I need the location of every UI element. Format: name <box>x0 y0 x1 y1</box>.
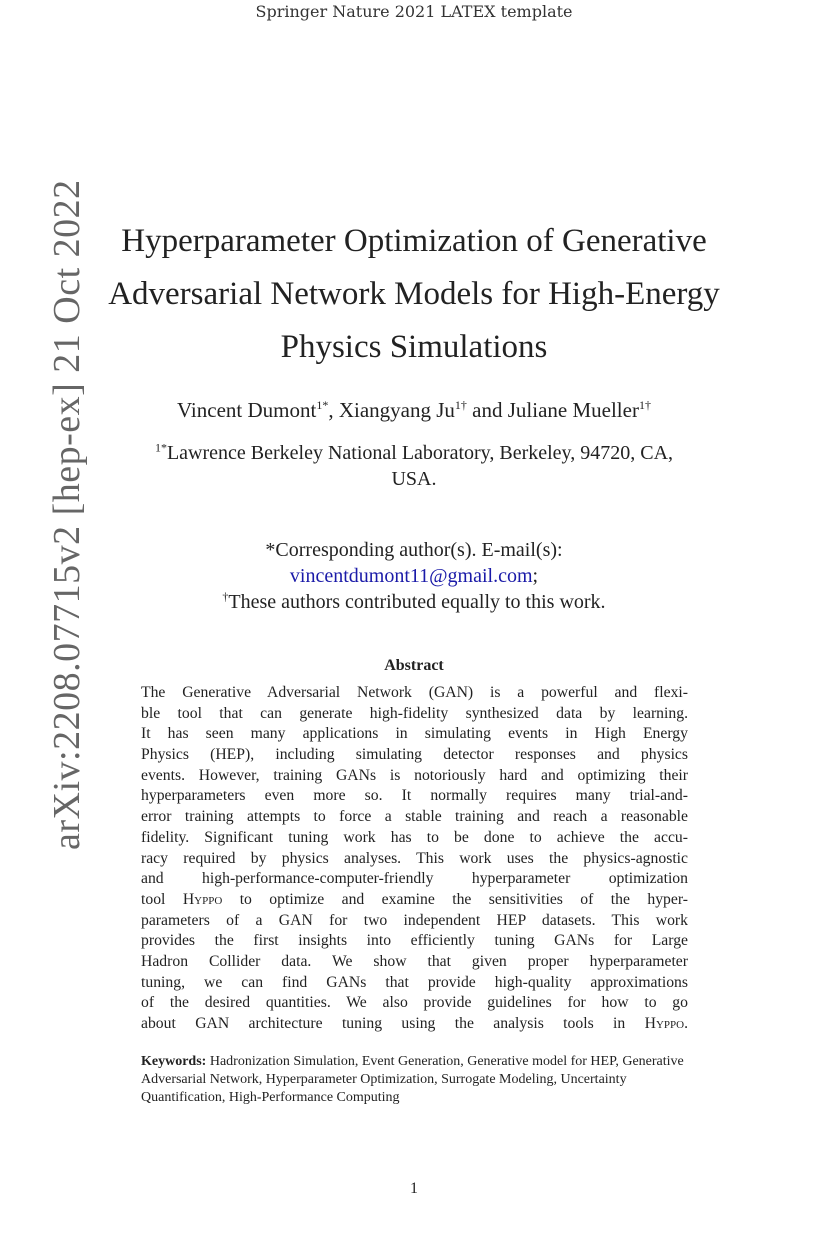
abstract-line: ble tool that can generate high-fidelity synthesized data by learning. <box>141 704 688 722</box>
affiliation-marker: 1* <box>154 440 167 455</box>
affiliation-text: Lawrence Berkeley National Laboratory, Berkeley, 94720, CA, <box>166 442 674 464</box>
author-marker: 1† <box>638 398 651 412</box>
keywords-label: Keywords: <box>141 1054 207 1069</box>
abstract-line: fidelity. Significant tuning work has to be done to achieve the accu- <box>141 828 688 846</box>
affiliation <box>110 440 718 492</box>
corresponding-author-label: *Corresponding author(s). E-mail(s): <box>265 539 563 561</box>
abstract-line: It has seen many applications in simulating events in High Energy <box>141 725 688 743</box>
author-marker: 1† <box>454 398 467 412</box>
abstract-line: Physics (HEP), including simulating detector responses and physics <box>141 746 688 764</box>
page-number: 1 <box>410 1180 418 1197</box>
abstract-body <box>141 683 688 1035</box>
email-suffix: ; <box>532 565 539 587</box>
author-marker: 1* <box>316 398 329 412</box>
author-list <box>100 398 728 423</box>
affiliation-text-cont: USA. <box>391 468 437 490</box>
abstract-line: about GAN architecture tuning using the analysis tools in Hyppo. <box>141 1015 688 1032</box>
correspondence-block <box>100 537 728 615</box>
abstract-line: tool Hyppo to optimize and examine the sensitivities of the hyper- <box>141 890 688 908</box>
arxiv-identifier-sidebar[interactable]: arXiv:2208.07715v2 [hep-ex] 21 Oct 2022 <box>46 179 88 850</box>
abstract-line: error training attempts to force a stable training and reach a reasonable <box>141 808 688 826</box>
running-header: Springer Nature 2021 LATEX template <box>255 2 573 21</box>
equal-contribution-note: These authors contributed equally to this work. <box>228 591 606 613</box>
abstract-line: tuning, we can find GANs that provide high-quality approximations <box>141 973 688 991</box>
abstract-heading: Abstract <box>384 657 444 674</box>
abstract-line: of the desired quantities. We also provide guidelines for how to go <box>141 994 688 1012</box>
author-name: and Juliane Mueller <box>466 398 639 422</box>
software-name: Hyppo <box>644 1015 685 1032</box>
abstract-line: The Generative Adversarial Network (GAN) is a powerful and flexi- <box>141 684 688 701</box>
abstract-line: hyperparameters even more so. It normally requires many trial-and- <box>141 787 688 805</box>
title-line-1: Hyperparameter Optimization of Generative <box>121 223 707 259</box>
keywords-text: Hadronization Simulation, Event Generation, Generative model for HEP, Generative Adversarial Network, Hyperparameter Optimization, Surrogate Modeling, Uncertainty Quantification, High-Performance Computing <box>141 1054 684 1105</box>
abstract-line: and high-performance-computer-friendly hyperparameter optimization <box>141 870 688 888</box>
author-name: Vincent Dumont <box>177 398 317 422</box>
title-line-3: Physics Simulations <box>280 329 548 365</box>
abstract-line: provides the first insights into efficiently tuning GANs for Large <box>141 932 688 950</box>
abstract-line: events. However, training GANs is notoriously hard and optimizing their <box>141 766 688 784</box>
author-name: , Xiangyang Ju <box>328 398 455 422</box>
abstract-line: racy required by physics analyses. This work uses the physics-agnostic <box>141 849 688 867</box>
software-name: Hyppo <box>182 890 223 908</box>
email-link[interactable]: vincentdumont11@gmail.com <box>289 565 533 587</box>
dagger-marker: † <box>222 589 229 604</box>
abstract-line: parameters of a GAN for two independent HEP datasets. This work <box>141 911 688 929</box>
abstract-line: Hadron Collider data. We show that given proper hyperparameter <box>141 952 688 970</box>
keywords-block <box>141 1053 688 1107</box>
title-line-2: Adversarial Network Models for High-Energy <box>108 276 720 312</box>
paper-title <box>100 215 728 374</box>
